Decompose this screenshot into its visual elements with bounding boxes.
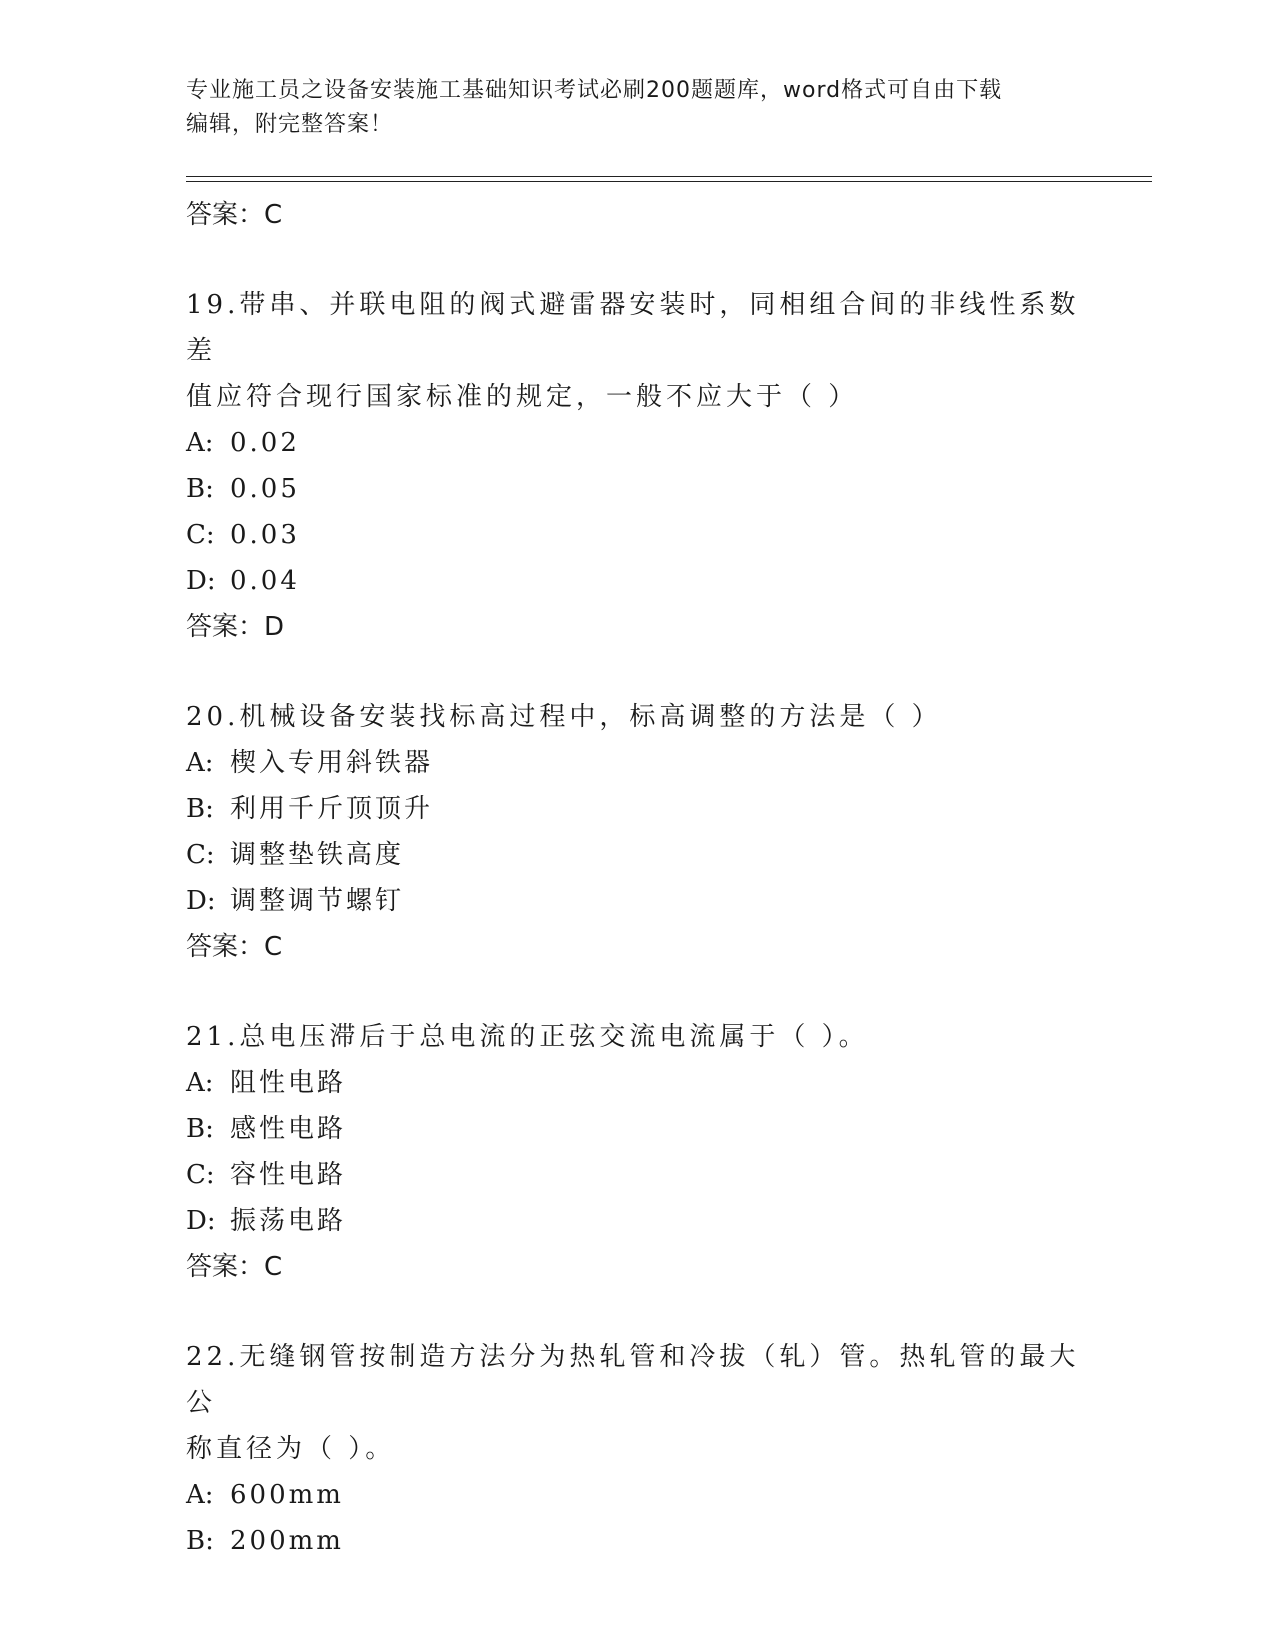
option-label: D: <box>186 1206 216 1236</box>
option-c <box>186 512 1086 558</box>
option-label: A: <box>186 748 214 778</box>
question-text <box>186 282 1086 420</box>
header-divider-bottom <box>186 181 1152 182</box>
option-label: C: <box>186 520 215 550</box>
option-text: 振荡电路 <box>230 1206 347 1236</box>
question-text <box>186 694 1086 740</box>
option-label: B: <box>186 1114 214 1144</box>
header-line-2: 编辑，附完整答案！ <box>186 112 394 137</box>
option-text: 利用千斤顶顶升 <box>230 794 434 824</box>
answer-line: 答案：D <box>186 612 285 642</box>
option-label: B: <box>186 794 214 824</box>
option-label: B: <box>186 1526 214 1556</box>
option-text: 0.05 <box>230 474 300 504</box>
document-header <box>186 74 1066 142</box>
option-label: B: <box>186 474 214 504</box>
question-20 <box>186 694 1086 970</box>
option-text: 0.02 <box>230 428 300 458</box>
answer-line: 答案：C <box>186 932 283 962</box>
option-text: 感性电路 <box>230 1114 347 1144</box>
option-b <box>186 786 1086 832</box>
option-d <box>186 1198 1086 1244</box>
option-text: 阻性电路 <box>230 1068 347 1098</box>
question-22 <box>186 1334 1086 1564</box>
option-c <box>186 832 1086 878</box>
option-label: C: <box>186 1160 215 1190</box>
option-a <box>186 1060 1086 1106</box>
option-text: 容性电路 <box>230 1160 347 1190</box>
option-label: D: <box>186 566 216 596</box>
header-line-1: 专业施工员之设备安装施工基础知识考试必刷200题题库，word格式可自由下载 <box>186 78 1003 103</box>
option-label: A: <box>186 1480 214 1510</box>
question-text <box>186 1014 1086 1060</box>
option-d <box>186 878 1086 924</box>
option-text: 调整垫铁高度 <box>230 840 405 870</box>
option-label: A: <box>186 1068 214 1098</box>
option-b <box>186 1106 1086 1152</box>
option-label: C: <box>186 840 215 870</box>
question-text-line-1: 21.总电压滞后于总电流的正弦交流电流属于（ ）。 <box>186 1022 869 1052</box>
answer-line: 答案：C <box>186 200 283 230</box>
option-b <box>186 466 1086 512</box>
question-text-line-1: 19.带串、并联电阻的阀式避雷器安装时，同相组合间的非线性系数差 <box>186 290 1080 366</box>
option-label: A: <box>186 428 214 458</box>
option-a <box>186 420 1086 466</box>
question-text-line-2: 值应符合现行国家标准的规定，一般不应大于（ ） <box>186 382 859 412</box>
question-list <box>186 192 1086 1564</box>
option-d <box>186 558 1086 604</box>
option-a <box>186 1472 1086 1518</box>
option-text: 0.03 <box>230 520 300 550</box>
option-c <box>186 1152 1086 1198</box>
header-divider-top <box>186 176 1152 177</box>
question-text-line-1: 22.无缝钢管按制造方法分为热轧管和冷拔（轧）管。热轧管的最大公 <box>186 1342 1080 1418</box>
option-b <box>186 1518 1086 1564</box>
question-text-line-1: 20.机械设备安装找标高过程中，标高调整的方法是（ ） <box>186 702 942 732</box>
option-text: 200mm <box>230 1526 344 1556</box>
question-19 <box>186 282 1086 650</box>
question-21 <box>186 1014 1086 1290</box>
option-label: D: <box>186 886 216 916</box>
option-text: 楔入专用斜铁器 <box>230 748 434 778</box>
question-text-line-2: 称直径为（ ）。 <box>186 1434 396 1464</box>
option-a <box>186 740 1086 786</box>
option-text: 600mm <box>230 1480 344 1510</box>
option-text: 调整调节螺钉 <box>230 886 405 916</box>
option-text: 0.04 <box>230 566 300 596</box>
question-text <box>186 1334 1086 1472</box>
answer-line: 答案：C <box>186 1252 283 1282</box>
